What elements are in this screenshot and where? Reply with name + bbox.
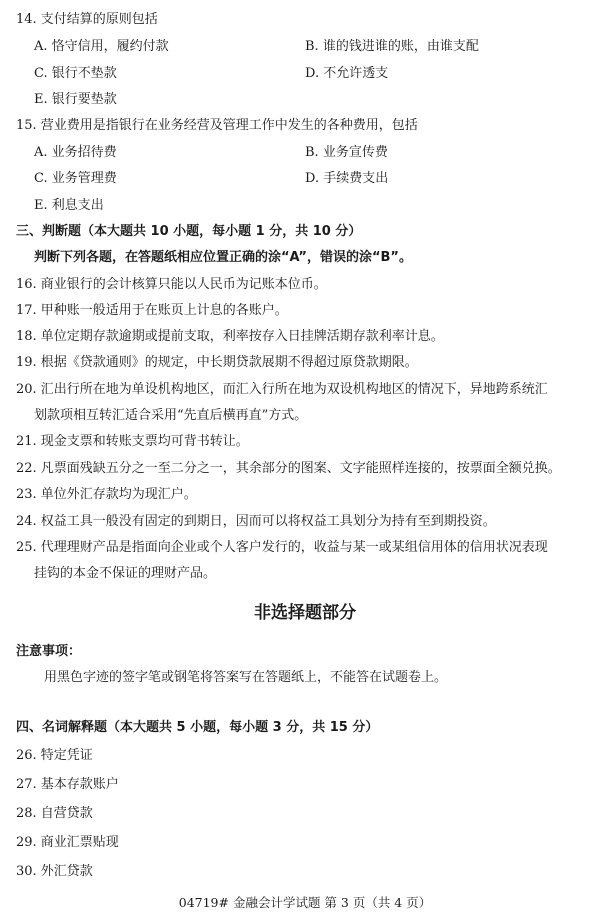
question-27: 27. 基本存款账户 [16, 777, 119, 792]
question-14-option-a: A. 恪守信用，履约付款 [34, 39, 169, 54]
question-29: 29. 商业汇票贴现 [16, 835, 119, 850]
question-14-option-b: B. 谁的钱进谁的账，由谁支配 [305, 39, 479, 54]
section-title: 非选择题部分 [254, 603, 356, 623]
part4-heading: 四、名词解释题（本大题共 5 小题，每小题 3 分，共 15 分） [16, 720, 379, 735]
notice-text: 用黑色字迹的签字笔或钢笔将答案写在答题纸上，不能答在试题卷上。 [44, 670, 448, 685]
question-15-option-c: C. 业务管理费 [34, 171, 117, 186]
question-17: 17. 甲种账一般适用于在账页上计息的各账户。 [16, 303, 288, 318]
question-16: 16. 商业银行的会计核算只能以人民币为记账本位币。 [16, 277, 327, 292]
question-22: 22. 凡票面残缺五分之一至二分之一，其余部分的图案、文字能照样连接的，按票面全额兑换。 [16, 461, 561, 476]
notice-label: 注意事项： [16, 644, 82, 659]
question-23: 23. 单位外汇存款均为现汇户。 [16, 487, 197, 502]
question-18: 18. 单位定期存款逾期或提前支取，利率按存入日挂牌活期存款利率计息。 [16, 329, 444, 344]
question-15-option-b: B. 业务宣传费 [305, 145, 388, 160]
question-24: 24. 权益工具一般没有固定的到期日，因而可以将权益工具划分为持有至到期投资。 [16, 514, 496, 529]
question-19: 19. 根据《贷款通则》的规定，中长期贷款展期不得超过原贷款期限。 [16, 355, 418, 370]
question-26: 26. 特定凭证 [16, 748, 93, 763]
question-15-option-a: A. 业务招待费 [34, 145, 117, 160]
question-21: 21. 现金支票和转账支票均可背书转让。 [16, 434, 249, 449]
part3-heading: 三、判断题（本大题共 10 小题，每小题 1 分，共 10 分） [16, 224, 362, 239]
question-14-option-e: E. 银行要垫款 [34, 92, 117, 107]
question-14-option-c: C. 银行不垫款 [34, 66, 117, 81]
part3-instruction: 判断下列各题，在答题纸相应位置正确的涂“A”，错误的涂“B”。 [34, 250, 412, 265]
question-15-option-d: D. 手续费支出 [305, 171, 389, 186]
question-20-line2: 划款项相互转汇适合采用“先直后横再直”方式。 [34, 408, 308, 423]
question-14-stem: 14. 支付结算的原则包括 [16, 12, 158, 27]
question-14-option-d: D. 不允许透支 [305, 66, 389, 81]
question-20-line1: 20. 汇出行所在地为单设机构地区，而汇入行所在地为双设机构地区的情况下，异地跨系统汇 [16, 382, 548, 397]
question-30: 30. 外汇贷款 [16, 864, 93, 879]
question-25-line1: 25. 代理理财产品是指面向企业或个人客户发行的，收益与某一或某组信用体的信用状况表现 [16, 540, 548, 555]
question-28: 28. 自营贷款 [16, 806, 93, 821]
question-25-line2: 挂钩的本金不保证的理财产品。 [34, 566, 217, 581]
question-15-stem: 15. 营业费用是指银行在业务经营及管理工作中发生的各种费用，包括 [16, 118, 418, 133]
question-15-option-e: E. 利息支出 [34, 198, 104, 213]
page-footer: 04719# 金融会计学试题 第 3 页（共 4 页） [178, 895, 432, 910]
